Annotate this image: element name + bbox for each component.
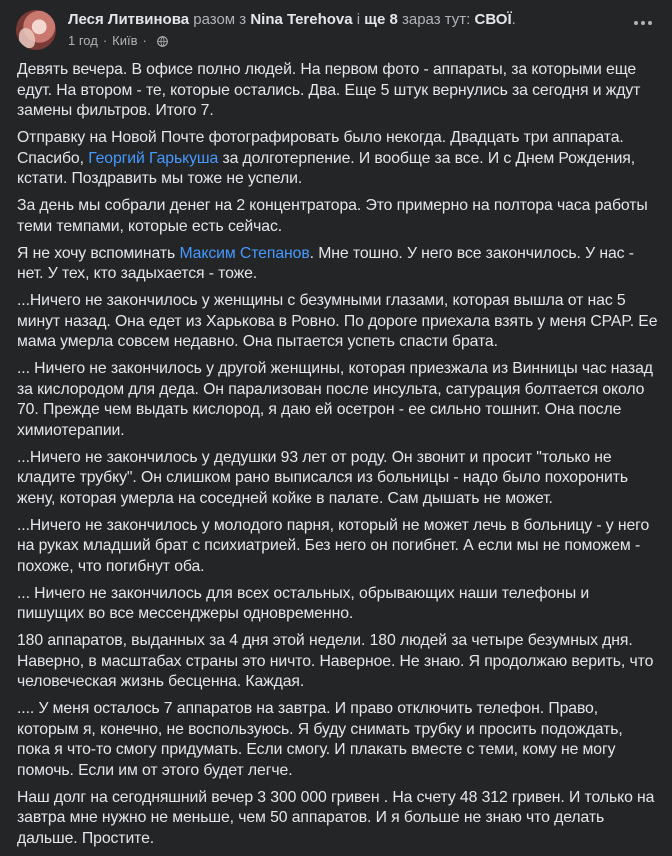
tagged-person[interactable]: Nina Terehova <box>250 11 353 28</box>
post-meta <box>68 33 168 49</box>
meta-separator: · <box>142 33 147 48</box>
location-suffix: . <box>511 11 516 28</box>
paragraph <box>17 128 659 190</box>
avatar[interactable] <box>16 10 56 50</box>
paragraph <box>17 244 659 285</box>
paragraph-text: Я не хочу вспоминать <box>17 244 180 262</box>
globe-icon[interactable] <box>157 36 168 47</box>
paragraph: ...Ничего не закончилось у молодого парня, который не может лечь в больницу - у него на руках младший брат с психиатрией. Без него он погибнет. А если мы не поможем - похоже, что погибнут оба. <box>17 516 650 575</box>
meta-separator: · <box>102 33 108 48</box>
paragraph: ... Ничего не закончилось для всех остальных, обрывающих наши телефоны и пишущих во все мессенджеры одновременно. <box>17 584 590 622</box>
paragraph: ...Ничего не закончилось у дедушки 93 лет от роду. Он звонит и просит "только не кладите трубку". Он слишком рано выписался из больницы - надо было похоронить жену, которая умерла на соседней койке в палате. Сам дышать не может. <box>17 448 628 507</box>
mention-link[interactable]: Георгий Гарькуша <box>88 149 219 167</box>
paragraph: Девять вечера. В офисе полно людей. На первом фото - аппараты, за которыми еще едут. На втором - те, которые остались. Два. Еще 5 штук вернулись за сегодня и ждут замены фильтров. Итого 7. <box>17 61 641 119</box>
paragraph: ...Ничего не закончилось у женщины с безумными глазами, которая вышла от нас 5 минут назад. Она едет из Харькова в Ровно. По дороге приехала взять у меня CPAP. Ее мама умерла совсем недавно. Она пытается успеть спасти брата. <box>17 292 658 350</box>
more-options-icon[interactable] <box>628 12 658 34</box>
paragraph-text: Отправку на Новой Почте фотографировать было некогда. Двадцать три аппарата. Спасибо, <box>17 129 624 167</box>
paragraph: ... Ничего не закончилось у другой женщины, которая приезжала из Винницы час назад за кислородом для деда. Он парализован после инсульта, сатурация болтается около 70. Прежде чем выдать кислород, я даю ей осетрон - ее сильно тошнит. Она после химиотерапии. <box>17 360 653 439</box>
post-title-line <box>68 10 516 30</box>
author-name[interactable]: Леся Литвинова <box>68 11 190 28</box>
location-link[interactable]: СВОЇ <box>474 11 512 28</box>
and-more-tagged[interactable]: ще 8 <box>360 11 398 28</box>
dot-icon <box>641 21 645 25</box>
post-city[interactable]: Київ <box>112 33 138 48</box>
mention-link[interactable]: Максим Степанов <box>179 244 310 262</box>
paragraph-text: за долготерпение. И вообще за все. И с Днем Рождения, кстати. Поздравить мы тоже не успели. <box>17 149 636 187</box>
paragraph-text: . Мне тошно. У него все закончилось. У нас - нет. У тех, кто задыхается - тоже. <box>17 244 634 282</box>
paragraph: Наш долг на сегодняшний вечер 3 300 000 гривен . На счету 48 312 гривен. И только на завтра мне нужно не меньше, чем 50 аппаратов. И я больше не знаю что делать дальше. Простите. <box>17 788 655 847</box>
dot-icon <box>648 21 652 25</box>
post-time[interactable]: 1 год <box>68 33 98 48</box>
and-conjunction: і <box>356 11 361 28</box>
paragraph: За день мы собрали денег на 2 концентратора. Это примерно на полтора часа работы теми темпами, которые есть сейчас. <box>17 197 648 235</box>
with-text: разом з <box>193 11 247 28</box>
paragraph: .... У меня осталось 7 аппаратов на завтра. И право отключить телефон. Право, которым я, конечно, не воспользуюсь. Я буду снимать трубку и просить подождать, пока я что-то смогу придумать. Если смогу. И плакать вместе с теми, кому не могу помочь. Если им от этого будет легче. <box>17 700 623 779</box>
paragraph: 180 аппаратов, выданных за 4 дня этой недели. 180 людей за четыре безумных дня. Наверно, в масштабах страны это ничто. Наверное. Не знаю. Я продолжаю верить, что человеческая жизнь бесценна. Каждая. <box>17 632 654 690</box>
here-text: зараз тут: <box>401 11 471 28</box>
post-body <box>17 60 659 856</box>
post-header <box>0 0 672 58</box>
dot-icon <box>634 21 638 25</box>
